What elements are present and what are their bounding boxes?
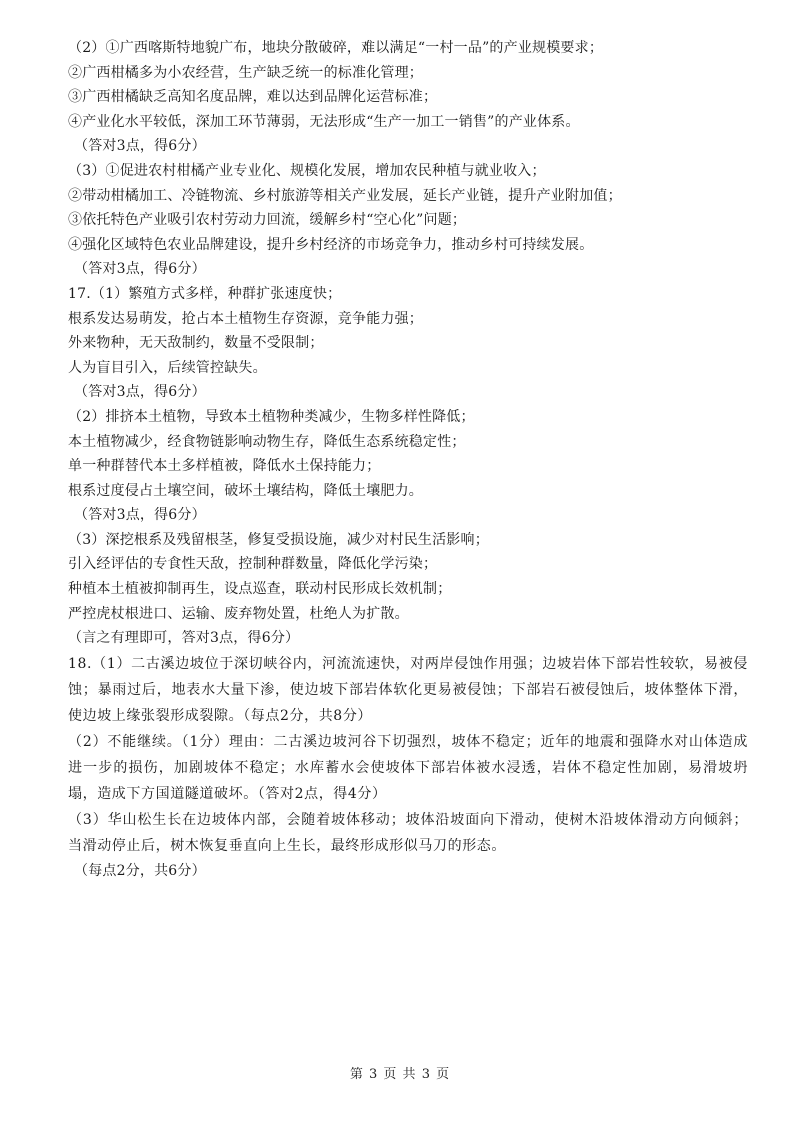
- q16-2-line-1: （2）①广西喀斯特地貌广布，地块分散破碎，难以满足“一村一品”的产业规模要求；: [68, 40, 604, 56]
- q16-3-score: （答对3点，得6分）: [74, 261, 206, 278]
- q17-3-line-2: 引入经评估的专食性天敌，控制种群数量，降低化学污染；: [68, 556, 438, 573]
- q17-1-score: （答对3点，得6分）: [74, 384, 206, 401]
- answer-page: [68, 36, 748, 883]
- q17-3-line-1: （3）深挖根系及残留根茎，修复受损设施，减少对村民生活影响；: [68, 531, 489, 548]
- q17-2-line-4: 根系过度侵占土壤空间，破坏土壤结构，降低土壤肥力。: [68, 482, 423, 499]
- q18-1-paragraph: 18.（1）二古溪边坡位于深切峡谷内，河流流速快，对两岸侵蚀作用强；边坡岩体下部岩性较软，易被侵蚀；暴雨过后，地表水大量下渗，使边坡下部岩体软化更易被侵蚀；下部岩石被侵蚀后，坡体整体下滑，使边坡上缘张裂形成裂隙。（每点2分，共8分）: [68, 655, 748, 724]
- q16-2-score: （答对3点，得6分）: [74, 138, 206, 155]
- q17-2-line-3: 单一种群替代本土多样植被，降低水土保持能力；: [68, 458, 381, 475]
- q16-2-line-2: ②广西柑橘多为小农经营，生产缺乏统一的标准化管理；: [68, 64, 423, 81]
- q17-3-score: （言之有理即可，答对3点，得6分）: [68, 630, 300, 647]
- q17-2-line-2: 本土植物减少，经食物链影响动物生存，降低生态系统稳定性；: [68, 433, 466, 450]
- q18-3-score: （每点2分，共6分）: [74, 862, 206, 879]
- q17-1-line-3: 外来物种，无天敌制约，数量不受限制；: [68, 335, 324, 352]
- q17-2-line-1: （2）排挤本土植物，导致本土植物种类减少，生物多样性降低；: [68, 408, 475, 425]
- q18-2-paragraph: （2）不能继续。（1分）理由：二古溪边坡河谷下切强烈，坡体不稳定；近年的地震和强降水对山体造成进一步的损伤，加剧坡体不稳定；水库蓄水会使坡体下部岩体被水浸透，岩体不稳定性加剧，易滑坡坍塌，造成下方国道隧道破坏。（答对2点，得4分）: [68, 733, 748, 802]
- q17-1-line-4: 人为盲目引入，后续管控缺失。: [68, 359, 267, 376]
- q16-3-line-2: ②带动柑橘加工、冷链物流、乡村旅游等相关产业发展，延长产业链，提升产业附加值；: [68, 187, 622, 204]
- q17-3-line-4: 严控虎杖根进口、运输、废弃物处置，杜绝人为扩散。: [68, 605, 409, 622]
- q17-3-line-3: 种植本土植被抑制再生，设点巡查，联动村民形成长效机制；: [68, 581, 452, 598]
- q16-2-line-4: ④产业化水平较低，深加工环节薄弱，无法形成“生产一加工一销售”的产业体系。: [68, 113, 580, 130]
- q17-1-line-1: 17.（1）繁殖方式多样，种群扩张速度快；: [68, 285, 342, 302]
- q16-2-line-3: ③广西柑橘缺乏高知名度品牌，难以达到品牌化运营标准；: [68, 89, 438, 106]
- q17-1-line-2: 根系发达易萌发，抢占本土植物生存资源，竞争能力强；: [68, 310, 423, 327]
- q16-3-line-1: （3）①促进农村柑橘产业专业化、规模化发展，增加农民种植与就业收入；: [68, 162, 546, 179]
- q18-3-paragraph: （3）华山松生长在边坡体内部，会随着坡体移动；坡体沿坡面向下滑动，使树木沿坡体滑动方向倾斜；当滑动停止后，树木恢复垂直向上生长，最终形成形似马刀的形态。: [68, 811, 748, 854]
- q16-3-line-4: ④强化区域特色农业品牌建设，提升乡村经济的市场竞争力，推动乡村可持续发展。: [68, 236, 594, 253]
- q17-2-score: （答对3点，得6分）: [74, 507, 206, 524]
- page-number-footer: 第 3 页 共 3 页: [349, 1067, 451, 1082]
- q16-3-line-3: ③依托特色产业吸引农村劳动力回流，缓解乡村“空心化”问题；: [68, 212, 467, 229]
